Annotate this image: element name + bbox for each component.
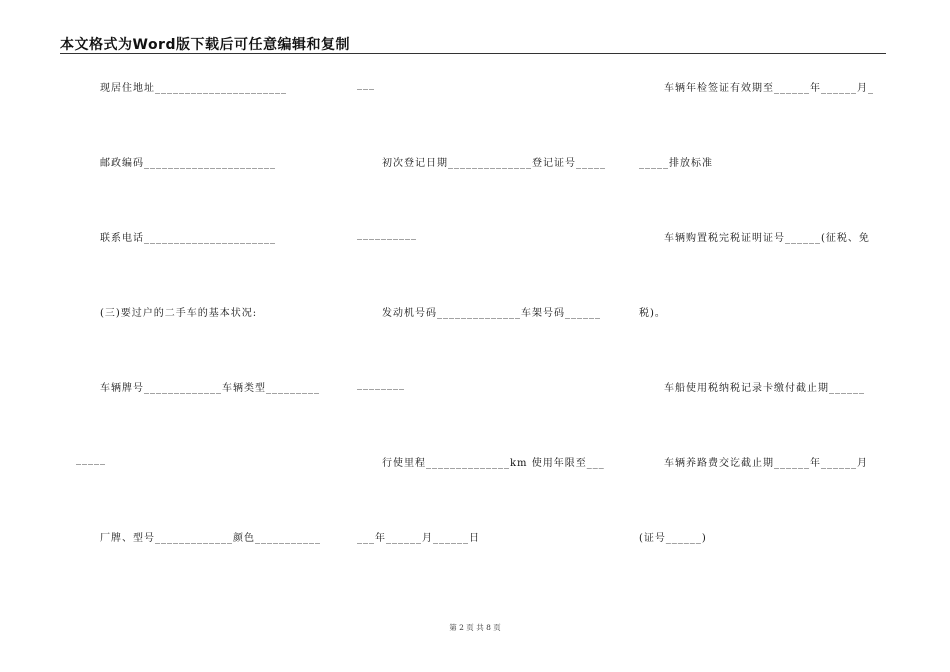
page-number: 第 2 页 共 8 页 bbox=[449, 623, 501, 632]
certificate-line: (证号______) bbox=[639, 533, 707, 544]
continuation-line: ________ bbox=[357, 379, 405, 390]
continuation-line: 税)。 bbox=[639, 308, 666, 319]
emission-line: _____排放标准 bbox=[639, 158, 713, 169]
section-heading: (三)要过户的二手车的基本状况: bbox=[100, 308, 258, 319]
road-fee-line: 车辆养路费交讫截止期______年______月 bbox=[664, 458, 868, 469]
document-header: 本文格式为Word版下载后可任意编辑和复制 bbox=[60, 37, 350, 53]
mileage-line: 行使里程______________km 使用年限至___ bbox=[382, 458, 605, 469]
address-line: 现居住地址______________________ bbox=[100, 83, 287, 94]
plate-type-line: 车辆牌号_____________车辆类型_________ bbox=[100, 383, 320, 394]
vessel-tax-line: 车船使用税纳税记录卡缴付截止期______ bbox=[664, 383, 865, 394]
header-rule bbox=[60, 53, 886, 54]
purchase-tax-line: 车辆购置税完税证明证号______(征税、免 bbox=[664, 233, 870, 244]
brand-color-line: 厂牌、型号_____________颜色___________ bbox=[100, 533, 321, 544]
inspection-line: 车辆年检签证有效期至______年______月_ bbox=[664, 83, 874, 94]
engine-frame-line: 发动机号码______________车架号码______ bbox=[382, 308, 601, 319]
phone-line: 联系电话______________________ bbox=[100, 233, 276, 244]
continuation-line: _____ bbox=[76, 454, 106, 465]
continuation-line: __________ bbox=[357, 229, 417, 240]
registration-line: 初次登记日期______________登记证号_____ bbox=[382, 158, 606, 169]
continuation-line: ___ bbox=[357, 79, 375, 90]
postal-code-line: 邮政编码______________________ bbox=[100, 158, 276, 169]
date-line: ___年______月______日 bbox=[357, 533, 480, 544]
